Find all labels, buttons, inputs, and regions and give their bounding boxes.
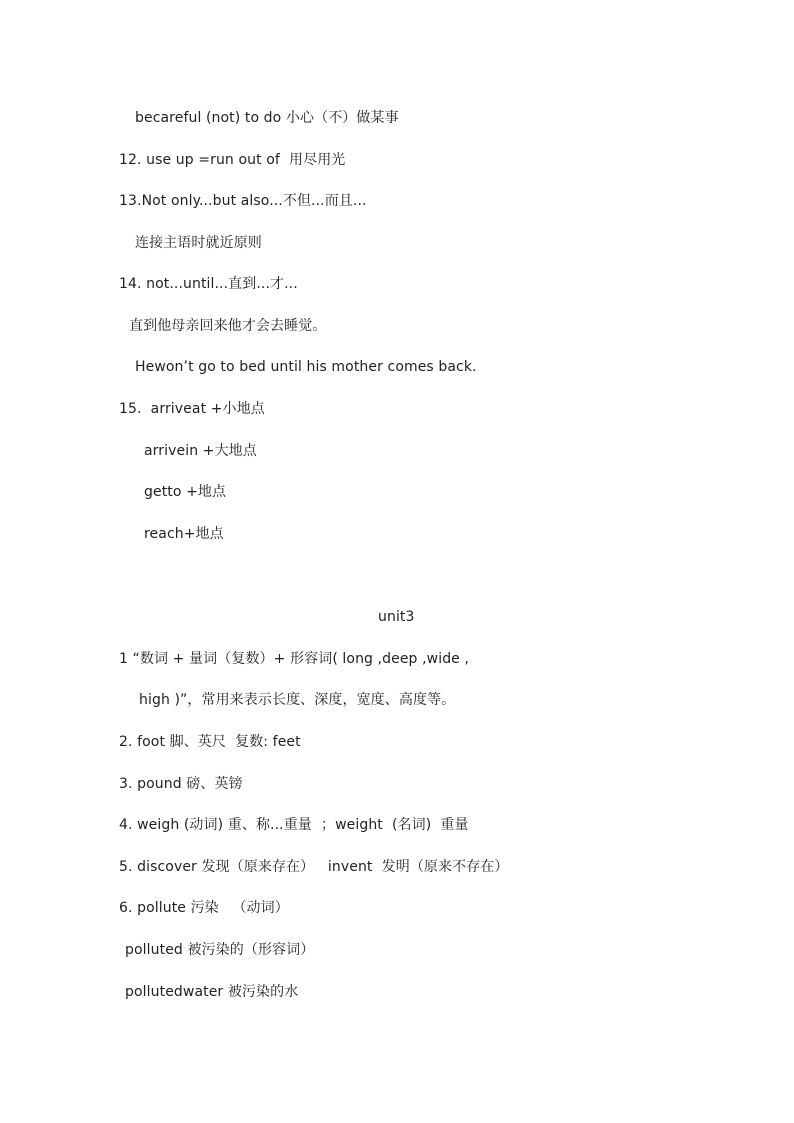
- text-line-15-arrivein: arrivein +大地点: [144, 443, 257, 459]
- unit3-line-6: 6. pollute 污染 （动词）: [119, 900, 289, 916]
- text-line-14-example-en: Hewon’t go to bed until his mother comes back.: [135, 359, 477, 375]
- text-line-14: 14. not...until...直到...才...: [119, 276, 298, 292]
- unit3-line-6-pollutedwater: pollutedwater 被污染的水: [125, 984, 299, 1000]
- text-line-becareful: becareful (not) to do 小心（不）做某事: [135, 110, 399, 126]
- section-title: unit3: [378, 609, 415, 625]
- unit3-line-6-polluted: polluted 被污染的（形容词）: [125, 942, 315, 958]
- text-line-12: 12. use up =run out of 用尽用光: [119, 152, 346, 168]
- text-line-15-reach: reach+地点: [144, 526, 224, 542]
- unit3-line-4: 4. weigh (动词) 重、称...重量 ；weight (名词) 重量: [119, 817, 469, 833]
- text-line-14-example-cn: 直到他母亲回来他才会去睡觉。: [129, 318, 327, 334]
- text-line-15: 15. arriveat +小地点: [119, 401, 265, 417]
- unit3-line-3: 3. pound 磅、英镑: [119, 776, 243, 792]
- text-line-13-note: 连接主语时就近原则: [135, 235, 262, 251]
- unit3-line-2: 2. foot 脚、英尺 复数: feet: [119, 734, 301, 750]
- unit3-line-1-cont: high )”，常用来表示长度、深度，宽度、高度等。: [139, 692, 456, 708]
- unit3-line-1: 1 “数词 + 量词（复数）+ 形容词( long ,deep ,wide ,: [119, 651, 469, 667]
- text-line-15-getto: getto +地点: [144, 484, 227, 500]
- unit3-line-5: 5. discover 发现（原来存在） invent 发明（原来不存在）: [119, 859, 509, 875]
- text-line-13: 13.Not only...but also...不但...而且...: [119, 193, 367, 209]
